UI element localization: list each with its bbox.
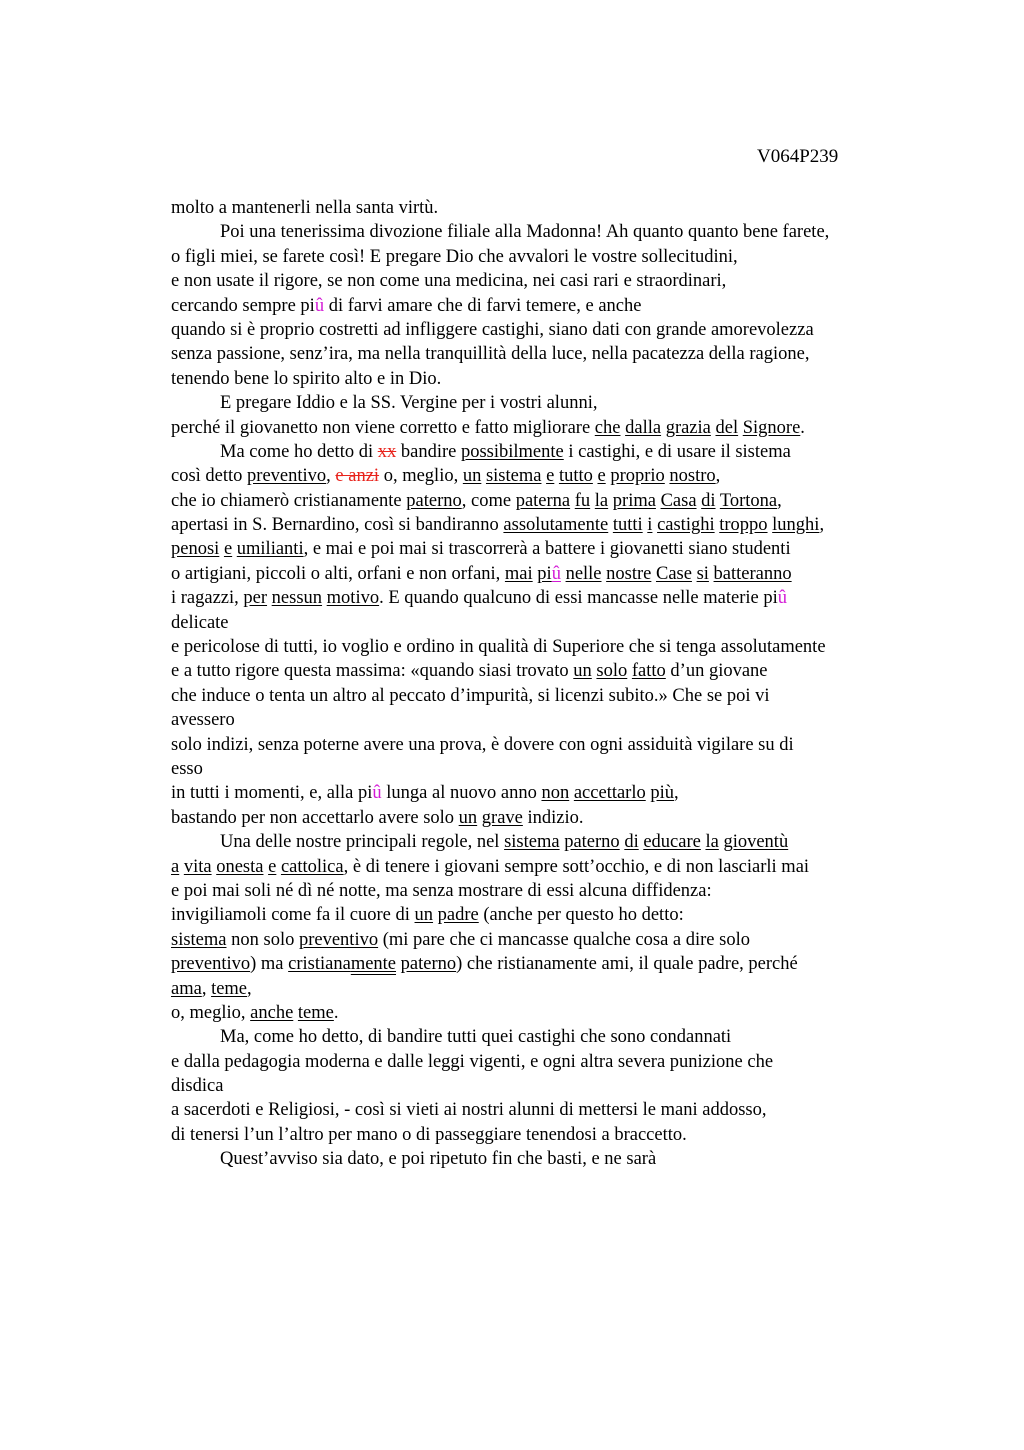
text-line: e a tutto rigore questa massima: «quando siasi trovato un solo fatto d’un giovane: [171, 661, 768, 682]
text-line: che induce o tenta un altro al peccato d’impurità, si licenzi subito.» Che se poi vi: [171, 685, 770, 706]
text-line: delicate: [171, 612, 229, 633]
text-line: e pericolose di tutti, io voglio e ordino in qualità di Superiore che si tenga assolutamente: [171, 637, 826, 658]
page-identifier: V064P239: [757, 146, 839, 167]
magenta-mark: û: [314, 295, 325, 316]
text-line: o artigiani, piccoli o alti, orfani e non orfani, mai piû nelle nostre Case si batteranno: [171, 563, 792, 584]
text-line: E pregare Iddio e la SS. Vergine per i vostri alunni,: [220, 393, 598, 414]
text-line: Poi una tenerissima divozione filiale alla Madonna! Ah quanto quanto bene farete,: [220, 222, 830, 243]
text-line: Una delle nostre principali regole, nel sistema paterno di educare la gioventù: [220, 832, 789, 853]
text-line: senza passione, senz’ira, ma nella tranquillità della luce, nella pacatezza della ragione,: [171, 344, 810, 365]
text-line: solo indizi, senza poterne avere una prova, è dovere con ogni assiduità vigilare su di: [171, 734, 794, 755]
text-line: o, meglio, anche teme.: [171, 1002, 339, 1023]
text-line: quando si è proprio costretti ad infliggere castighi, siano dati con grande amorevolezza: [171, 319, 814, 340]
text-line: esso: [171, 758, 203, 779]
text-line: a sacerdoti e Religiosi, - così si vieti ai nostri alunni di mettersi le mani addosso,: [171, 1100, 767, 1121]
text-line: apertasi in S. Bernardino, così si bandiranno assolutamente tutti i castighi troppo lunghi,: [171, 515, 825, 536]
text-line: i ragazzi, per nessun motivo. E quando qualcuno di essi mancasse nelle materie piû: [171, 588, 787, 609]
text-line: sistema non solo preventivo (mi pare che ci mancasse qualche cosa a dire solo: [171, 929, 750, 950]
text-line: bastando per non accettarlo avere solo un grave indizio.: [171, 807, 584, 828]
text-line: avessero: [171, 710, 235, 731]
text-line: o figli miei, se farete così! E pregare Dio che avvalori le vostre sollecitudini,: [171, 246, 738, 267]
magenta-mark: û: [372, 783, 382, 804]
text-line: ama, teme,: [171, 978, 252, 999]
text-line: Quest’avviso sia dato, e poi ripetuto fin che basti, e ne sarà: [220, 1149, 657, 1170]
magenta-mark: û: [777, 588, 787, 609]
text-line: tenendo bene lo spirito alto e in Dio.: [171, 368, 442, 389]
text-line: e dalla pedagogia moderna e dalle leggi vigenti, e ogni altra severa punizione che: [171, 1051, 774, 1072]
text-line: di tenersi l’un l’altro per mano o di passeggiare tenendosi a braccetto.: [171, 1124, 687, 1145]
text-line: a vita onesta e cattolica, è di tenere i giovani sempre sott’occhio, e di non lasciarli mai: [171, 856, 810, 877]
text-line: penosi e umilianti, e mai e poi mai si trascorrerà a battere i giovanetti siano studenti: [171, 539, 791, 560]
text-line: così detto preventivo, e anzi o, meglio, un sistema e tutto e proprio nostro,: [171, 466, 721, 487]
text-line: Ma come ho detto di xx bandire possibilmente i castighi, e di usare il sistema: [220, 441, 791, 462]
struck-text: e anzi: [335, 466, 380, 487]
text-line: molto a mantenerli nella santa virtù.: [171, 198, 439, 218]
text-line: e non usate il rigore, se non come una medicina, nei casi rari e straordinari,: [171, 271, 727, 292]
text-line: preventivo) ma cristianamente paterno) che ristianamente ami, il quale padre, perché: [171, 954, 798, 975]
text-line: cercando sempre piû di farvi amare che di farvi temere, e anche: [171, 295, 642, 316]
text-line: invigiliamoli come fa il cuore di un padre (anche per questo ho detto:: [171, 905, 684, 926]
text-line: che io chiamerò cristianamente paterno, come paterna fu la prima Casa di Tortona,: [171, 490, 782, 511]
text-line: in tutti i momenti, e, alla piû lunga al nuovo anno non accettarlo più,: [171, 783, 679, 804]
magenta-mark: û: [551, 563, 561, 584]
struck-text: xx: [377, 441, 397, 462]
document-body: [171, 196, 911, 1172]
text-line: Ma, come ho detto, di bandire tutti quei castighi che sono condannati: [220, 1027, 732, 1048]
text-line: e poi mai soli né dì né notte, ma senza mostrare di essi alcuna diffidenza:: [171, 880, 712, 901]
text-line: perché il giovanetto non viene corretto e fatto migliorare che dalla grazia del Signore.: [171, 417, 805, 438]
text-line: disdica: [171, 1076, 224, 1097]
